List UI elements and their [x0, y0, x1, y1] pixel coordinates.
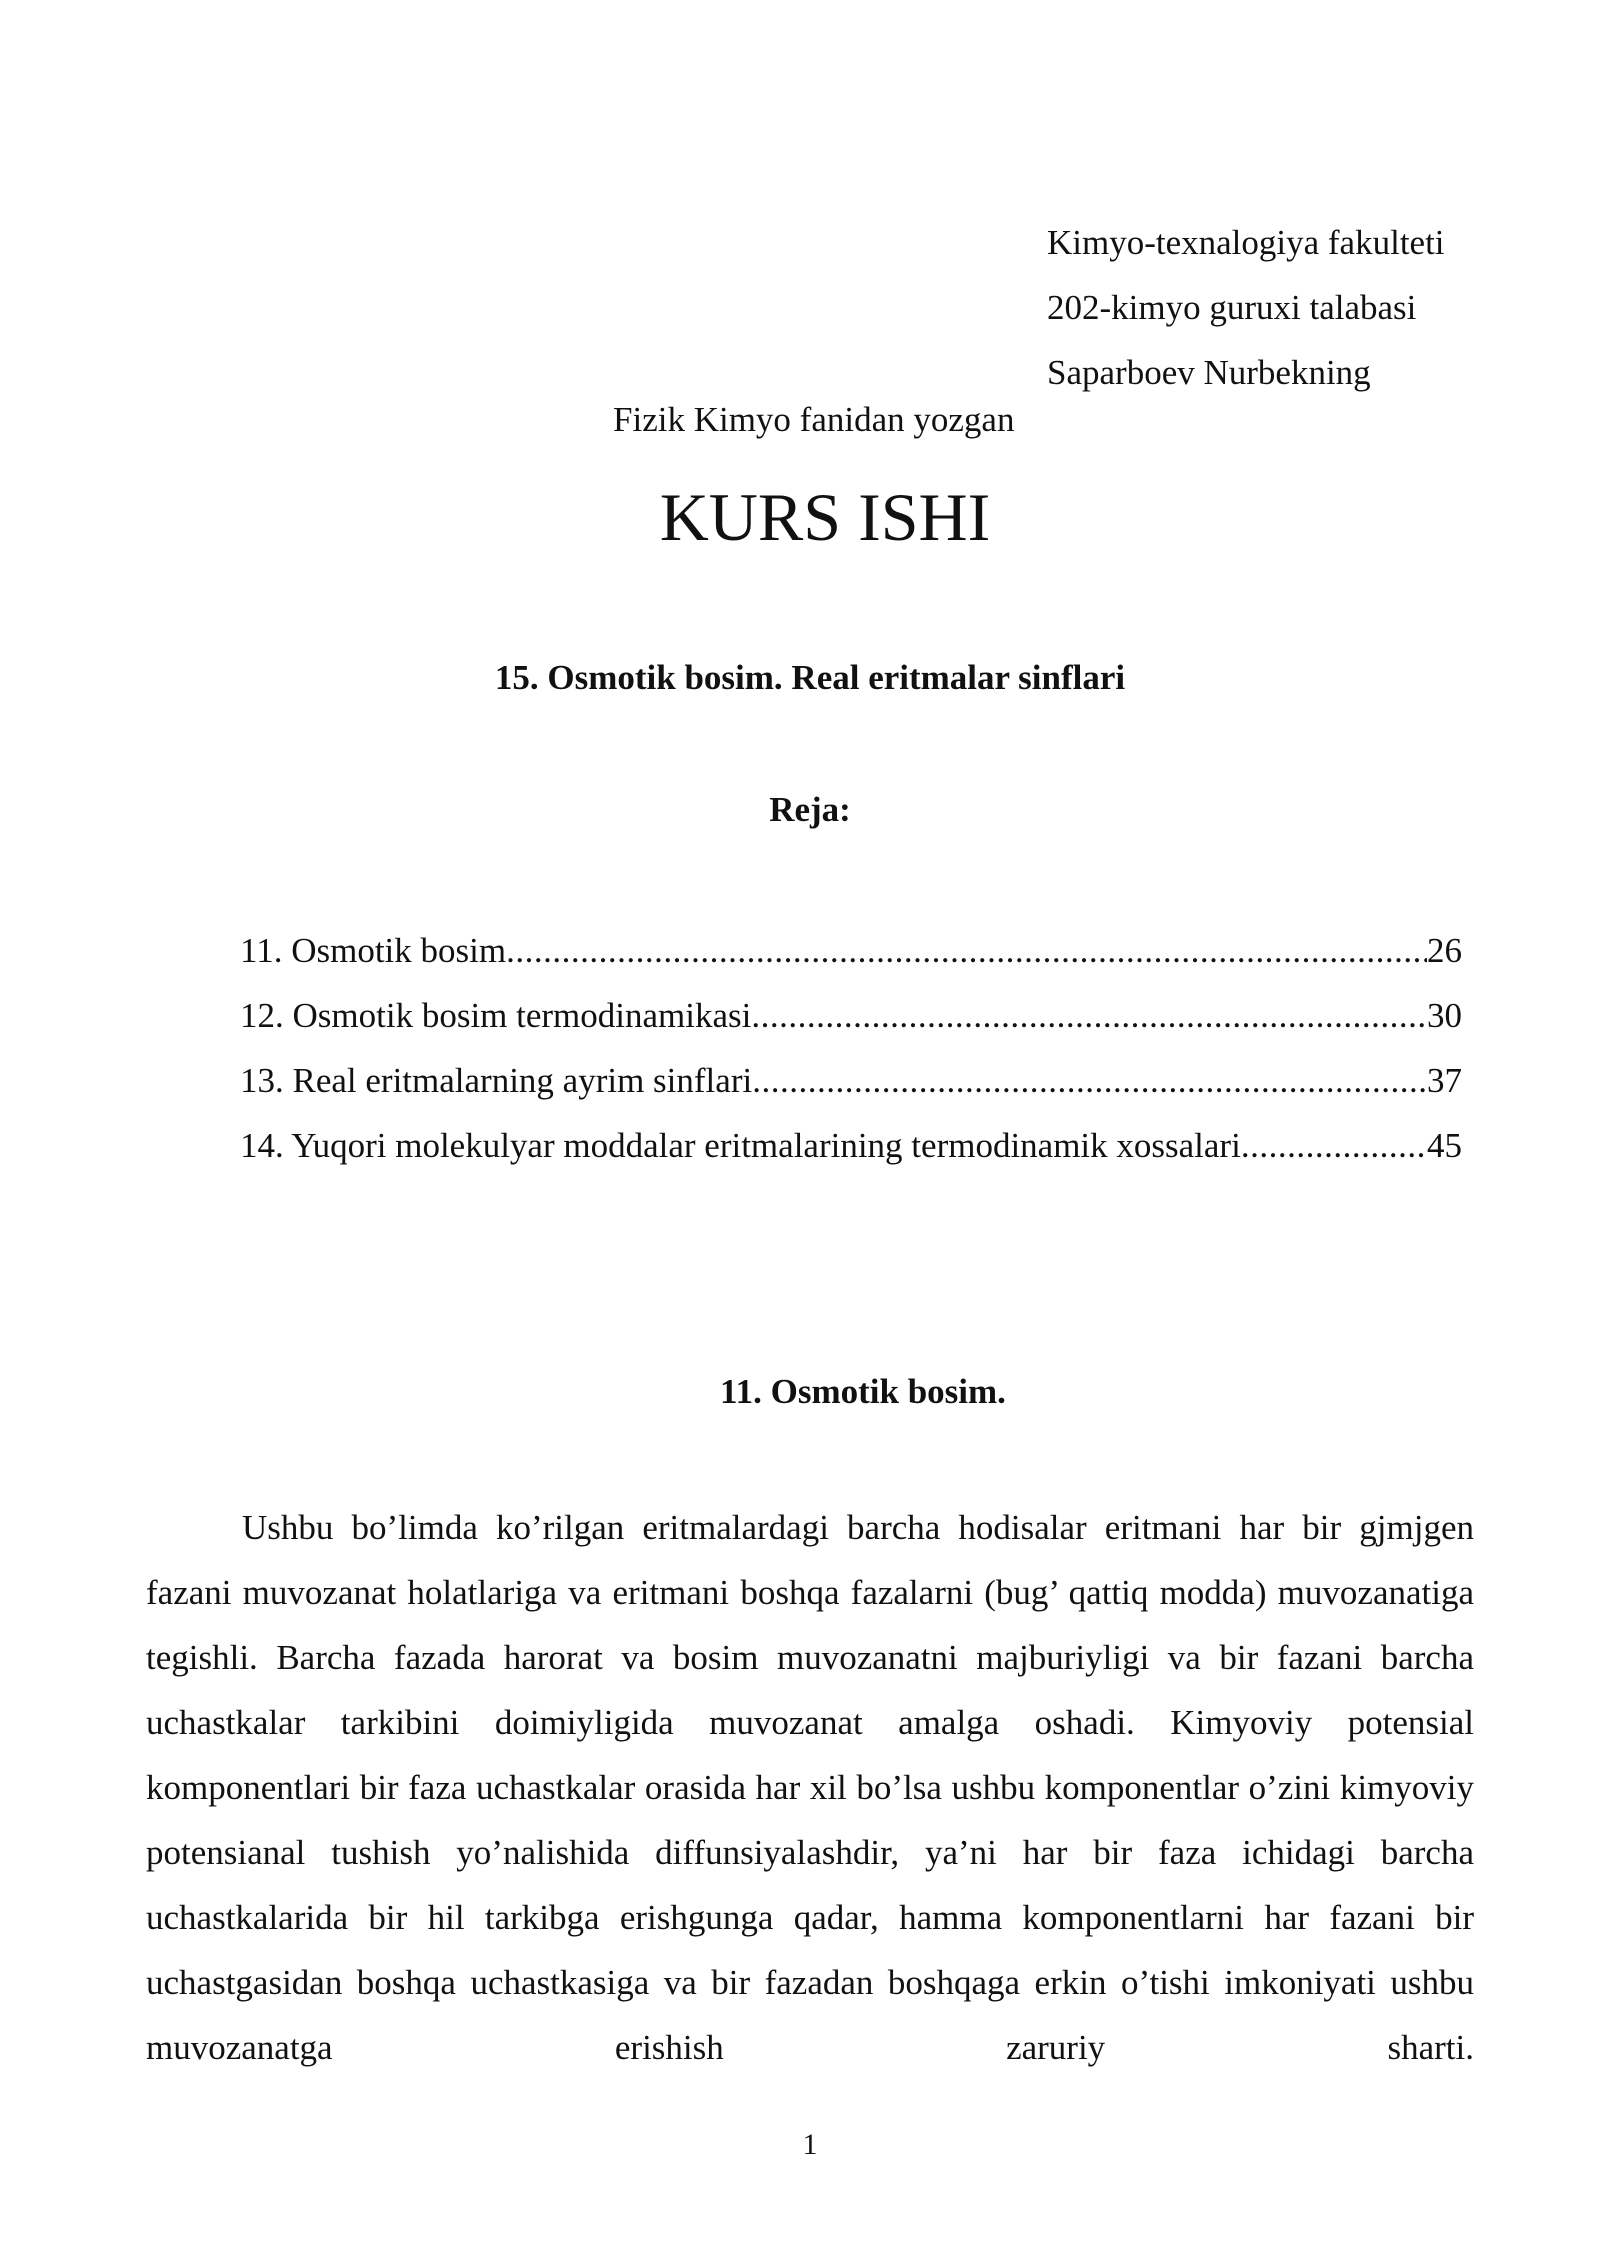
toc-leader-dots — [752, 1048, 1427, 1113]
group-line: 202-kimyo guruxi talabasi — [1047, 288, 1417, 327]
plan-heading: Reja: — [769, 790, 851, 829]
toc-leader-dots — [751, 983, 1427, 1048]
document-title: KURS ISHI — [659, 479, 991, 555]
toc-entry-title: 14. Yuqori molekulyar moddalar eritmalarining termodinamik xossalari — [240, 1126, 1241, 1165]
toc-entry — [240, 1113, 1462, 1178]
toc-entry — [240, 983, 1462, 1048]
toc-entry-page: 30 — [1427, 996, 1462, 1035]
course-subtitle: Fizik Kimyo fanidan yozgan — [613, 400, 1015, 439]
section-heading: 11. Osmotik bosim. — [720, 1372, 1006, 1411]
body-paragraph: Ushbu bo’limda ko’rilgan eritmalardagi barcha hodisalar eritmani har bir gjmjgen fazani muvozanat holatlariga va eritmani boshqa fazalarni (bug’ qattiq modda) muvozanatiga tegishli. Barcha fazada harorat va bosim muvozanatni majburiyligi va bir fazani barcha uchastkalar tarkibini doimiyligida muvozanat amalga oshadi. Kimyoviy potensial komponentlari bir faza uchastkalar orasida har xil bo’lsa ushbu komponentlar o’zini kimyoviy potensianal tushish yo’nalishida diffunsiyalashdir, ya’ni har bir faza ichidagi barcha uchastkalarida bir hil tarkibga erishgunga qadar, hamma komponentlarni har fazani bir uchastgasidan boshqa uchastkasiga va bir fazadan boshqaga erkin o’tishi imkoniyati ushbu muvozanatga erishish zaruriy sharti. — [146, 1508, 1474, 2067]
toc-leader-dots — [1241, 1113, 1427, 1178]
toc-entry-page: 26 — [1427, 931, 1462, 970]
table-of-contents — [240, 918, 1462, 1178]
page-number: 1 — [802, 2128, 818, 2161]
toc-entry — [240, 918, 1462, 983]
toc-leader-dots — [506, 918, 1427, 983]
toc-entry-title: 11. Osmotik bosim — [240, 931, 507, 970]
author-name-line: Saparboev Nurbekning — [1047, 353, 1371, 392]
toc-entry-page: 45 — [1427, 1126, 1462, 1165]
toc-entry — [240, 1048, 1462, 1113]
topic-heading: 15. Osmotik bosim. Real eritmalar sinflari — [494, 658, 1126, 697]
faculty-line: Kimyo-texnalogiya fakulteti — [1047, 223, 1445, 262]
toc-entry-title: 13. Real eritmalarning ayrim sinflari — [240, 1061, 753, 1100]
toc-entry-title: 12. Osmotik bosim termodinamikasi — [240, 996, 752, 1035]
toc-entry-page: 37 — [1427, 1061, 1462, 1100]
author-block — [1047, 210, 1445, 405]
